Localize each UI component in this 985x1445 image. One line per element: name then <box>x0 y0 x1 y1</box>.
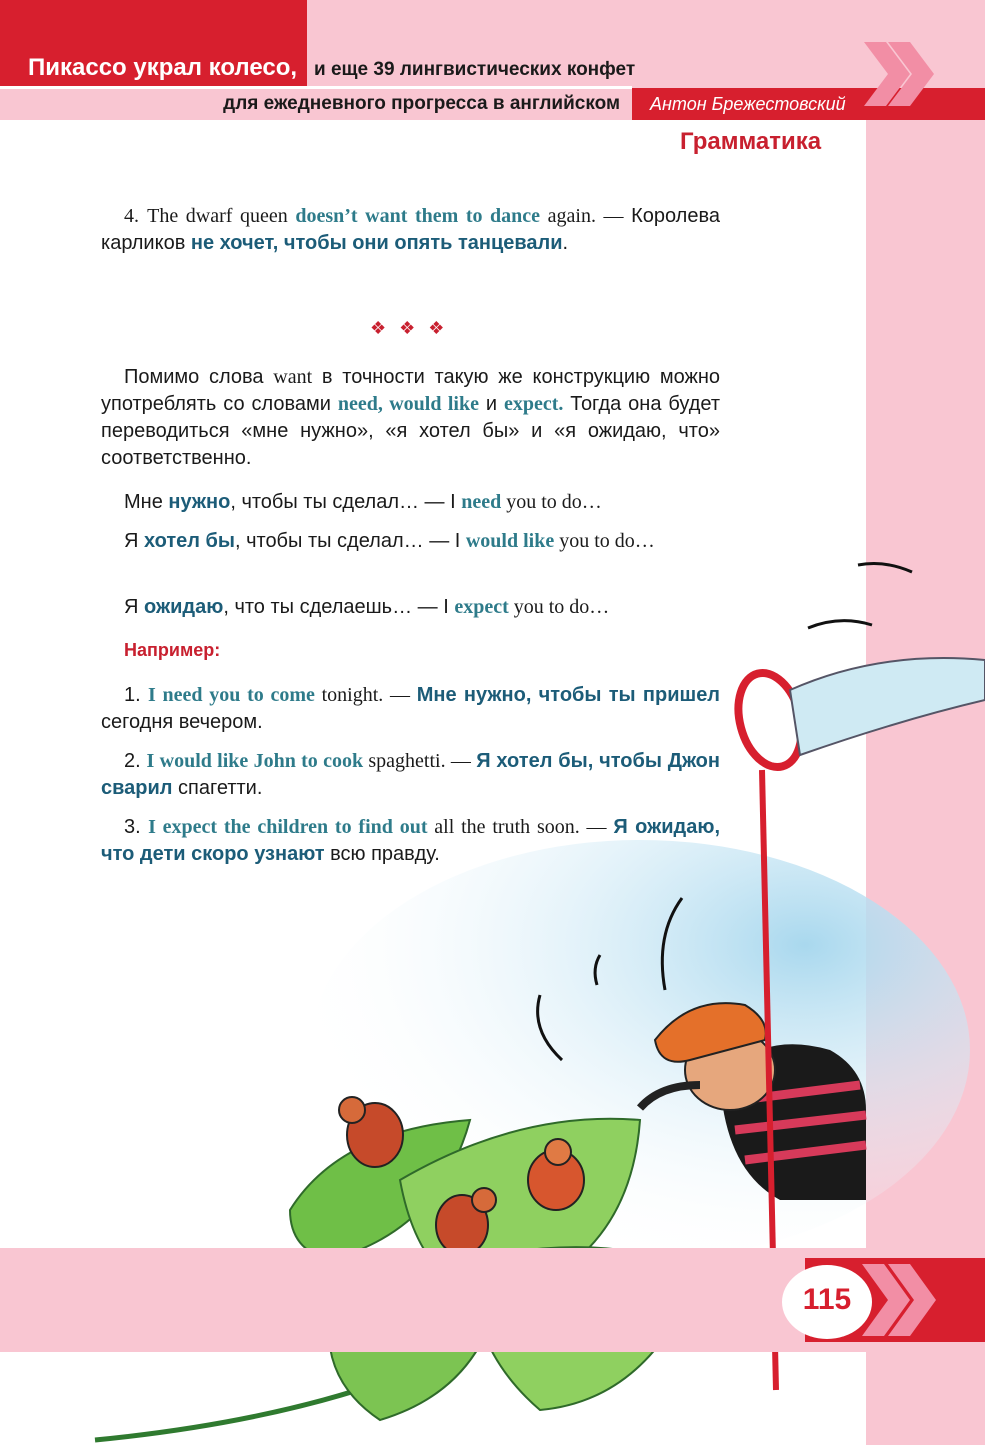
example-item: 2. I would like John to cook spaghetti. — Я хотел бы, чтобы Джон сварил спагетти. <box>101 750 720 799</box>
page-number: 115 <box>802 1283 852 1316</box>
section-title: Грамматика <box>680 128 822 155</box>
example-item: 1. I need you to come tonight. — Мне нужно, чтобы ты пришел сегодня вечером. <box>101 684 721 733</box>
book-title-continuation: и еще 39 лингвистических конфет <box>314 59 636 80</box>
example-item-4: 4. The dwarf queen doesn’t want them to dance again. — Королева карликов не хочет, чтобы они опять танцевали. <box>101 205 720 254</box>
example-heading: Например: <box>124 640 221 660</box>
book-subtitle: для ежедневного прогресса в английском <box>223 93 620 114</box>
example-item: 3. I expect the children to find out all the truth soon. — Я ожидаю, что дети скоро узнают всю правду. <box>101 816 721 865</box>
footer-band <box>0 1248 866 1352</box>
pattern-line: Мне нужно, чтобы ты сделал… — I need you to do… <box>124 491 602 513</box>
author-name: Антон Брежестовский <box>650 94 846 114</box>
book-title: Пикассо украл колесо, <box>28 54 298 81</box>
pattern-line: Я хотел бы, чтобы ты сделал… — I would like you to do… <box>124 530 655 552</box>
section-separator: ❖ ❖ ❖ <box>370 318 449 338</box>
pattern-line: Я ожидаю, что ты сделаешь… — I expect you to do… <box>124 596 610 618</box>
intro-paragraph: Помимо слова want в точности такую же конструкцию можно употреблять со словами need, would like и expect. Тогда она будет переводиться «мне нужно», «я хотел бы» и «я ожидаю, что» соответственно. <box>101 366 721 469</box>
